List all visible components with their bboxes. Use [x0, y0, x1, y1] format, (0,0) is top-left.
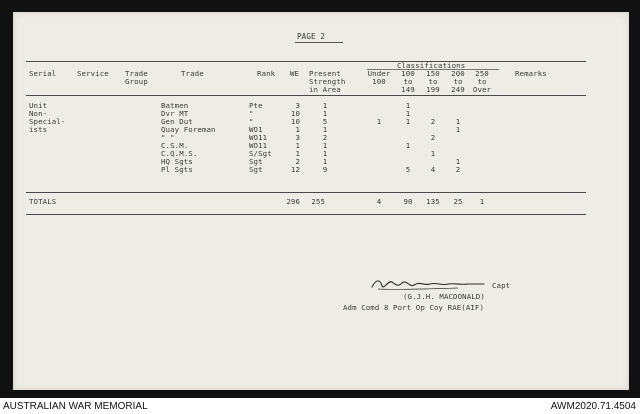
row-8-we: 12 — [290, 165, 300, 174]
totals-under100: 4 — [376, 197, 382, 206]
totals-present: 255 — [311, 197, 325, 206]
row-2-c200: 1 — [455, 117, 461, 126]
header-bottom-rule — [26, 95, 586, 96]
row-8-rank: Sgt — [249, 165, 263, 174]
row-4-c150: 2 — [430, 133, 436, 142]
totals-c150: 135 — [426, 197, 440, 206]
footer-bar — [0, 399, 640, 414]
row-2-we: 10 — [290, 117, 300, 126]
row-1-we: 10 — [290, 109, 300, 118]
document-sheet — [13, 12, 629, 390]
row-7-we: 2 — [295, 157, 300, 166]
title-underline — [295, 42, 343, 43]
row-0-present: 1 — [322, 101, 328, 110]
header-present-2: Strength — [309, 77, 346, 86]
signature-name: (G.J.H. MACDONALD) — [403, 292, 485, 301]
row-8-c150: 4 — [430, 165, 436, 174]
row-5-trade: C.S.M. — [161, 141, 189, 150]
row-5-present: 1 — [322, 141, 328, 150]
row-0-trade: Batmen — [161, 101, 189, 110]
row-2-trade: Gen Dut — [161, 117, 193, 126]
header-top-rule — [26, 61, 586, 62]
header-trade-group-2: Group — [125, 77, 148, 86]
page-title: PAGE 2 — [297, 32, 326, 41]
header-trade-group-1: Trade — [125, 69, 148, 78]
row-6-present: 1 — [322, 149, 328, 158]
row-1-c100: 1 — [405, 109, 411, 118]
row-3-trade: Quay Foreman — [161, 125, 216, 134]
serial-line-1: Unit — [29, 101, 48, 110]
header-present-1: Present — [309, 69, 341, 78]
header-c100-1: 100 — [401, 69, 415, 78]
row-3-c200: 1 — [455, 125, 461, 134]
row-8-present: 9 — [322, 165, 328, 174]
row-3-we: 1 — [295, 125, 300, 134]
row-7-trade: HQ Sgts — [161, 157, 193, 166]
signature-unit: Adm Comd 8 Port Op Coy RAE(AIF) — [343, 303, 485, 312]
row-2-under100: 1 — [376, 117, 382, 126]
row-1-rank: " — [249, 109, 254, 118]
row-7-c200: 1 — [455, 157, 461, 166]
row-1-present: 1 — [322, 109, 328, 118]
row-6-we: 1 — [295, 149, 300, 158]
header-c250-1: 250 — [475, 69, 489, 78]
row-0-we: 3 — [295, 101, 300, 110]
row-7-rank: Sgt — [249, 157, 263, 166]
row-0-c100: 1 — [405, 101, 411, 110]
header-under100-1: Under — [367, 69, 391, 78]
row-4-present: 2 — [322, 133, 328, 142]
header-c200-2: to — [453, 77, 463, 86]
row-4-trade: " " — [161, 133, 175, 142]
header-c150-2: to — [428, 77, 438, 86]
row-8-c200: 2 — [455, 165, 461, 174]
row-2-c100: 1 — [405, 117, 411, 126]
row-5-rank: WO11 — [249, 141, 268, 150]
row-6-trade: C.Q.M.S. — [161, 149, 198, 158]
header-c200-3: 249 — [451, 85, 465, 94]
totals-we: 296 — [286, 197, 300, 206]
row-5-c100: 1 — [405, 141, 411, 150]
row-6-c150: 1 — [430, 149, 436, 158]
handwritten-signature — [368, 276, 488, 292]
classifications-header: Classifications — [397, 61, 466, 70]
header-trade: Trade — [181, 69, 204, 78]
footer-credit: AUSTRALIAN WAR MEMORIAL — [3, 401, 148, 412]
row-3-present: 1 — [322, 125, 328, 134]
serial-line-3: Special- — [29, 117, 66, 126]
header-we: WE — [290, 69, 300, 78]
row-6-rank: S/Sgt — [249, 149, 272, 158]
header-c150-1: 150 — [426, 69, 440, 78]
header-c250-2: to — [477, 77, 487, 86]
totals-c100: 90 — [403, 197, 413, 206]
header-service: Service — [77, 69, 109, 78]
row-1-trade: Dvr MT — [161, 109, 189, 118]
header-serial: Serial — [29, 69, 57, 78]
header-c100-2: to — [403, 77, 413, 86]
header-c250-3: Over — [472, 85, 492, 94]
row-2-rank: " — [249, 117, 254, 126]
totals-c250: 1 — [479, 197, 485, 206]
row-5-we: 1 — [295, 141, 300, 150]
totals-bottom-rule — [26, 214, 586, 215]
totals-top-rule — [26, 192, 586, 193]
header-present-3: in Area — [309, 85, 341, 94]
header-c150-3: 199 — [426, 85, 440, 94]
row-4-we: 3 — [295, 133, 300, 142]
footer-accession-number: AWM2020.71.4504 — [550, 401, 636, 412]
row-2-present: 5 — [322, 117, 328, 126]
header-c200-1: 200 — [451, 69, 465, 78]
row-7-present: 1 — [322, 157, 328, 166]
header-rank: Rank — [257, 69, 276, 78]
header-c100-3: 149 — [401, 85, 415, 94]
row-4-rank: WO11 — [249, 133, 268, 142]
header-under100-2: 100 — [372, 77, 386, 86]
row-3-rank: WO1 — [249, 125, 263, 134]
row-8-c100: 5 — [405, 165, 411, 174]
row-0-rank: Pte — [249, 101, 263, 110]
serial-line-4: ists — [29, 125, 48, 134]
row-2-c150: 2 — [430, 117, 436, 126]
signature-rank: Capt — [492, 281, 511, 290]
row-8-trade: Pl Sgts — [161, 165, 193, 174]
totals-label: TOTALS — [29, 197, 57, 206]
serial-line-2: Non- — [29, 109, 48, 118]
totals-c200: 25 — [453, 197, 463, 206]
header-remarks: Remarks — [515, 69, 547, 78]
